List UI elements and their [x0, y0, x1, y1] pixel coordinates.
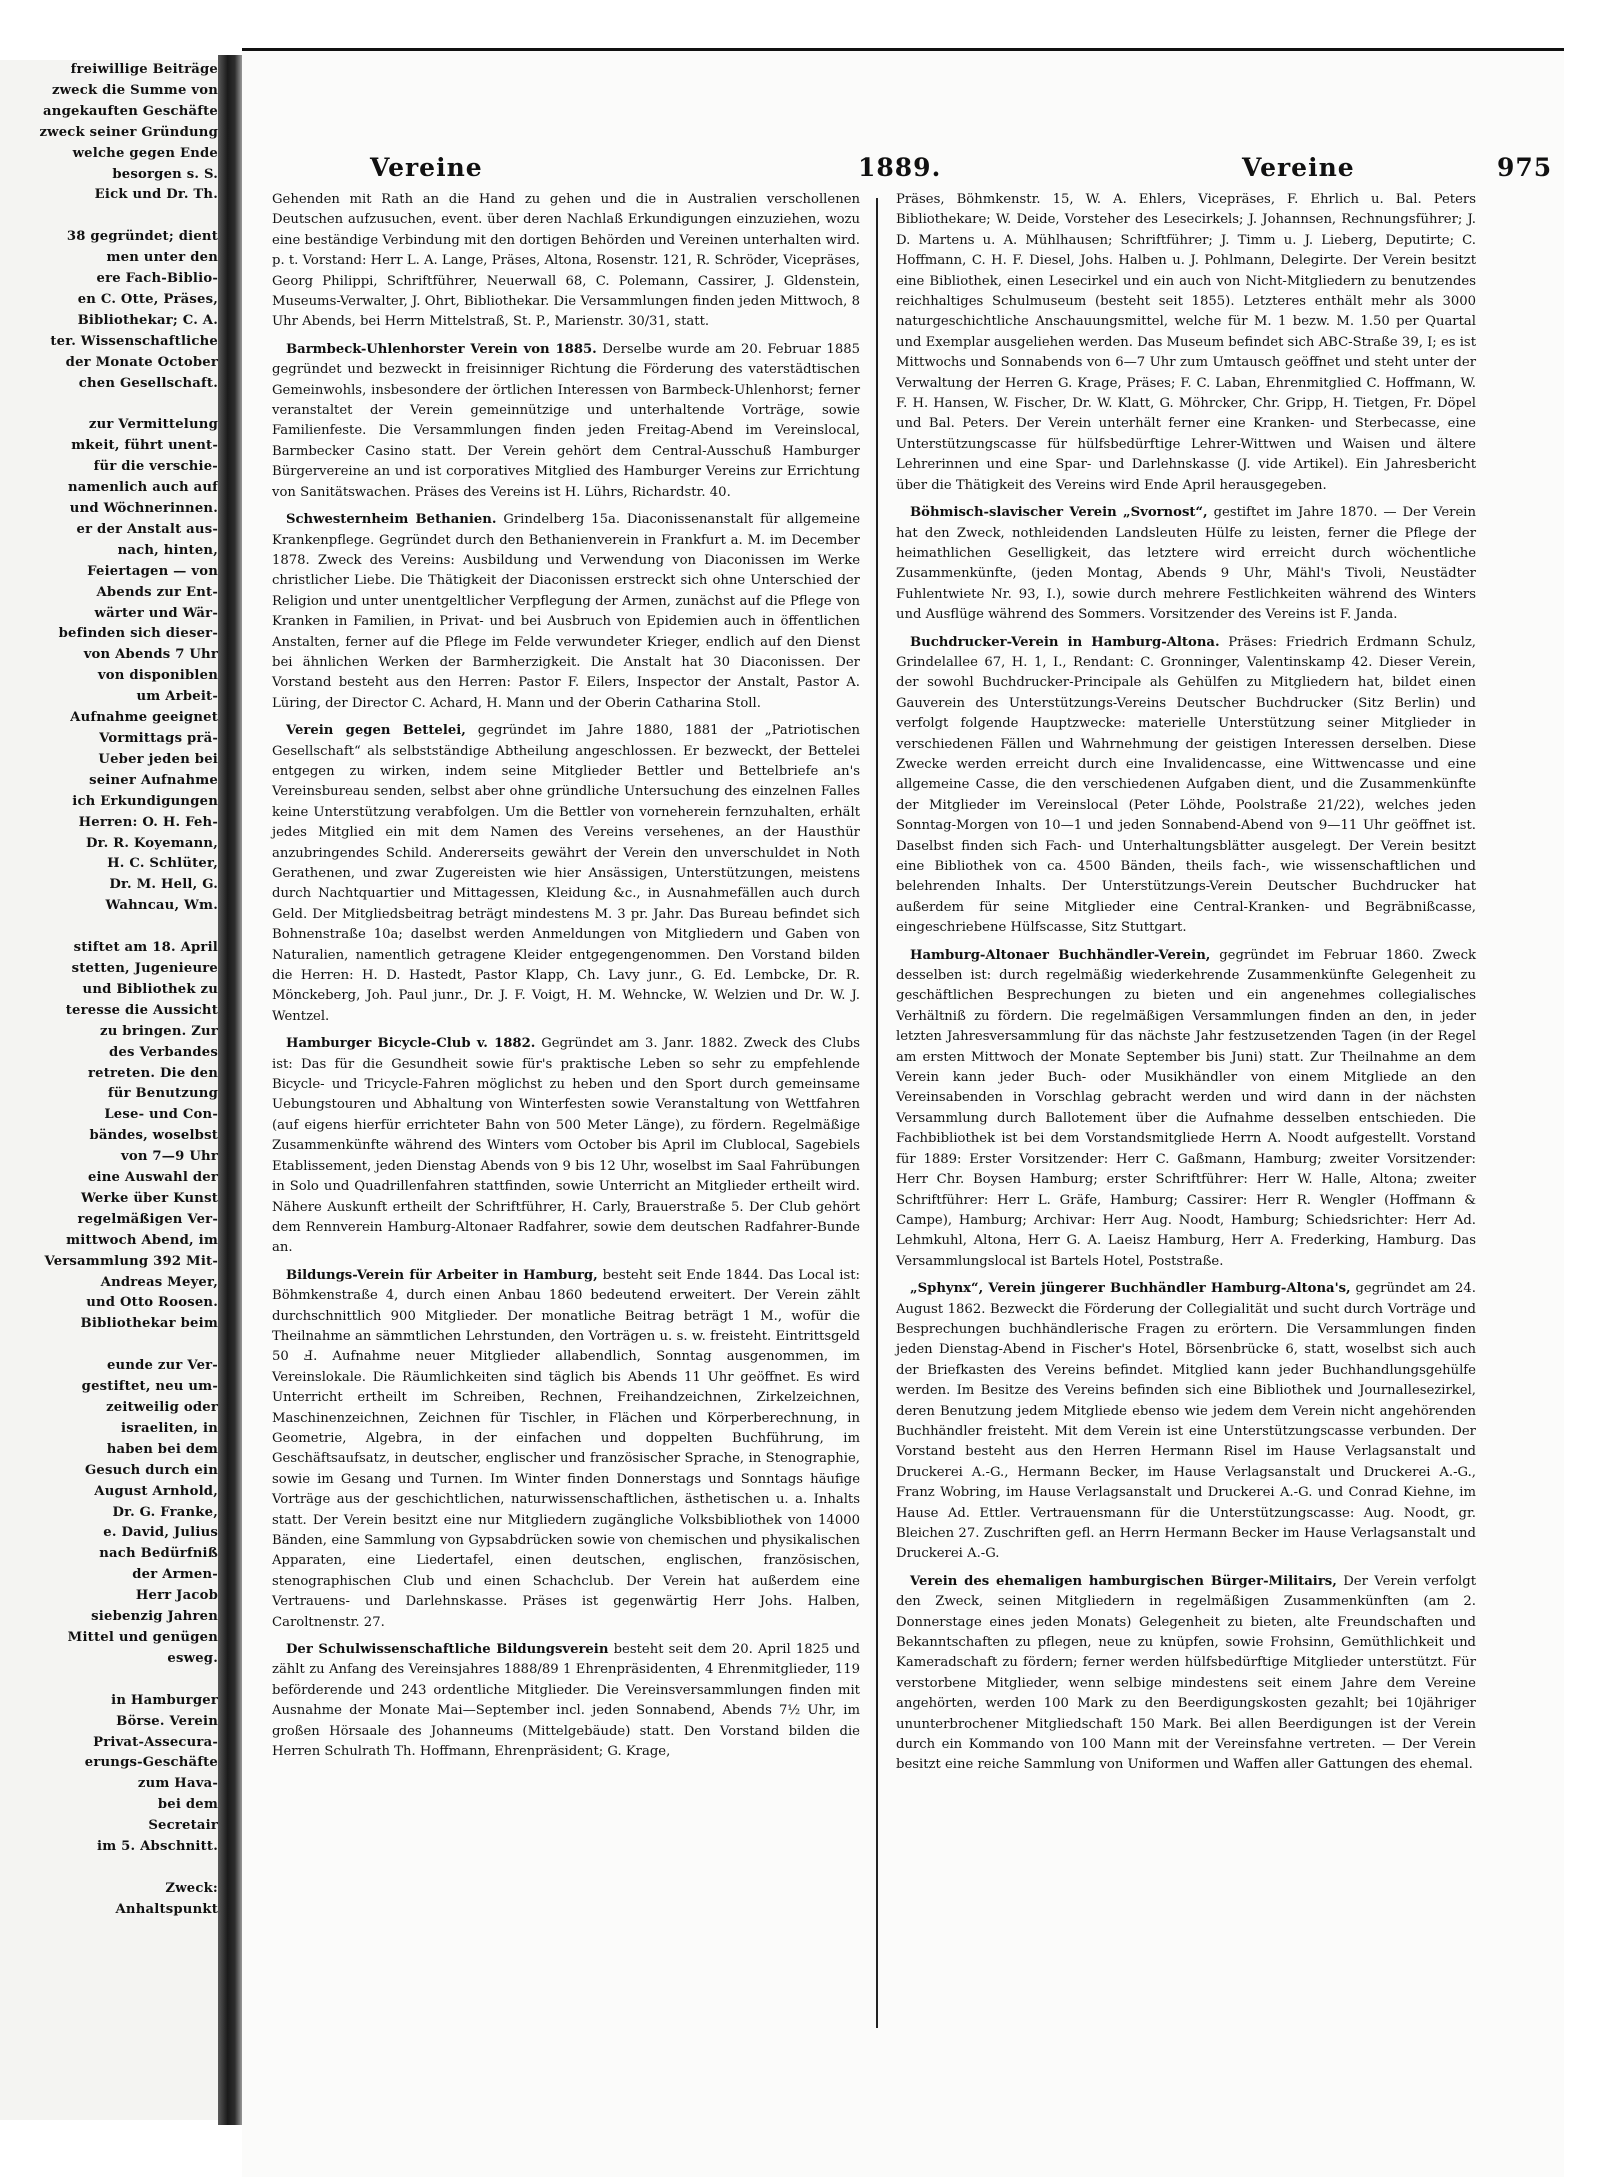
article-entry	[272, 1034, 860, 1258]
running-head-left: Vereine	[370, 153, 483, 182]
page-header	[242, 153, 1600, 193]
left-page-line: Aufnahme geeignet	[70, 710, 218, 726]
left-page-line: stiftet am 18. April	[73, 940, 218, 956]
left-page-line: eine Auswahl der	[87, 1170, 218, 1186]
left-page-line: wärter und Wär-	[94, 605, 218, 621]
left-page-line: Privat-Assecura-	[93, 1734, 218, 1750]
left-page-line: seiner Aufnahme	[89, 772, 218, 788]
left-page-line: und Otto Roosen.	[86, 1295, 218, 1311]
entry-heading: Der Schulwissenschaftliche Bildungsverein	[286, 1642, 609, 1658]
left-page-line: men unter den	[106, 250, 218, 266]
entry-body: Gehenden mit Rath an die Hand zu gehen und die in Australien verschollenen Deutschen aufzusuchen, event. über deren Nachlaß Erkundigungen einzuziehen, wozu eine beständige Verbindung mit den dortigen Behörden und Vereinen unterhalten wird. p. t. Vorstand: Herr L. A. Lange, Präses, Altona, Rosenstr. 121, R. Schröder, Vicepräses, Georg Philippi, Schriftführer, Neuerwall 68, C. Polemann, Cassirer, J. Gldenstein, Museums-Verwalter, J. Ohrt, Bibliothekar. Die Versammlungen finden jeden Mittwoch, 8 Uhr Abends, bei Herrn Mittelstraß, St. P., Marienstr. 30/31, statt.	[272, 192, 860, 330]
page-number: 975	[1497, 153, 1553, 182]
article-entry	[272, 721, 860, 1027]
left-page-line: von disponiblen	[97, 668, 218, 684]
entry-body: Gegründet am 3. Janr. 1882. Zweck des Clubs ist: Das für die Gesundheit sowie für's praktische Leben so sehr zu empfehlende Bicycle- und Tricycle-Fahren möglichst zu heben und den Sport durch gemeinsame Uebungstouren und Abhaltung von Winterfesten sowie Veranstaltung von Wettfahren (auf eigens hierfür errichteter Bahn von 500 Meter Länge), zu fördern. Regelmäßige Zusammenkünfte während des Winters vom October bis April im Clublocal, Sagebiels Etablissement, jeden Dienstag Abends von 9 bis 12 Uhr, woselbst im Saal Fahrübungen in Solo und Quadrillenfahren stattfinden, sowie Unterricht an Mitglieder ertheilt wird. Nähere Auskunft ertheilt der Schriftführer, H. Carly, Brauerstraße 5. Der Club gehört dem Rennverein Hamburg-Altonaer Radfahrer, sowie dem deutschen Radfahrer-Bunde an.	[272, 1036, 860, 1256]
left-page-line	[0, 1670, 218, 1691]
top-rule	[242, 48, 1600, 51]
left-page-line: zweck seiner Gründung	[39, 124, 218, 140]
left-page-line: August Arnhold,	[94, 1483, 218, 1499]
book-gutter	[218, 55, 242, 2125]
entry-body: Präses, Böhmkenstr. 15, W. A. Ehlers, Vicepräses, F. Ehrlich u. Bal. Peters Bibliothekare; W. Deide, Vorsteher des Lesecirkels; J. Johannsen, Rechnungsführer; J. D. Martens u. A. Mühlhausen; Schriftführer; J. Timm u. J. Lieberg, Deputirte; C. Hoffmann, C. H. F. Diesel, Johs. Halben u. J. Pohlmann, Delegirte. Der Verein besitzt eine Bibliothek, einen Lesecirkel und ein auch von Nicht-Mitgliedern zu benutzendes reichhaltiges Schulmuseum (besteht seit 1855). Letzteres enthält mehr als 3000 naturgeschichtliche Anschauungsmittel, welche für M. 1 bezw. M. 1.50 per Quartal und Exemplar ausgeliehen werden. Das Museum befindet sich ABC-Straße 39, I; es ist Mittwochs und Sonnabends von 6—7 Uhr zum Umtausch geöffnet und steht unter der Verwaltung der Herren G. Krage, Präses; F. C. Laban, Ehrenmitglied C. Hoffmann, W. F. H. Hansen, W. Fischer, Dr. W. Klatt, G. Möhrcker, Chr. Gripp, H. Tietgen, Fr. Döpel und Bal. Peters. Der Verein unterhält ferner eine Kranken- und Sterbecasse, eine Unterstützungscasse für hülfsbedürftige Lehrer-Wittwen und Waisen und ältere Lehrerinnen und eine Spar- und Darlehnskasse (J. vide Artikel). Ein Jahresbericht über die Thätigkeit des Vereins wird Ende April herausgegeben.	[896, 192, 1476, 493]
left-page-line: Mittel und genügen	[67, 1629, 218, 1645]
entry-body: besteht seit Ende 1844. Das Local ist: Böhmkenstraße 4, durch einen Anbau 1860 bedeutend erweitert. Der Verein zählt durchschnittlich 900 Mitglieder. Der monatliche Beitrag beträgt 1 M., wofür die Theilnahme an sämmtlichen Lehrstunden, den Vorträgen u. s. w. freisteht. Eintrittsgeld 50 Ⅎ. Aufnahme neuer Mitglieder allabendlich, Sonntag ausgenommen, im Vereinslokale. Die Räumlichkeiten sind täglich bis Abends 11 Uhr geöffnet. Es wird Unterricht ertheilt im Schreiben, Rechnen, Freihandzeichnen, Zirkelzeichnen, Maschinenzeichnen, Zeichnen für Tischler, in Flächen und Körperberechnung, in Geometrie, Algebra, in der einfachen und doppelten Buchführung, im Geschäftsaufsatz, in deutscher, englischer und französischer Sprache, in Stenographie, sowie im Gesang und Turnen. Im Winter finden Donnerstags und Sonntags häufige Vorträge aus der geschichtlichen, naturwissenschaftlichen, ästhetischen u. a. Inhalts statt. Der Verein besitzt eine nur Mitgliedern zugängliche Volksbibliothek von 14000 Bänden, eine Sammlung von Gypsabdrücken sowie von chemischen und physikalischen Apparaten, eine Liedertafel, einen deutschen, englischen, französischen, stenographischen Club und einen Schachclub. Der Verein hat außerdem eine Vertrauens- und Darlehnskasse. Präses ist gegenwärtig Herr Johs. Halben, Caroltnenstr. 27.	[272, 1267, 860, 1630]
left-page-line: welche gegen Ende	[72, 145, 218, 161]
left-page-line: gestiftet, neu um-	[81, 1379, 218, 1395]
article-entry	[272, 190, 860, 333]
left-page-line: freiwillige Beiträge	[70, 62, 218, 77]
left-page-line: zu bringen. Zur	[100, 1023, 218, 1039]
left-page-line: bei dem	[157, 1797, 218, 1813]
left-page-line	[0, 1335, 218, 1356]
article-entry	[272, 1266, 860, 1633]
entry-heading: Bildungs-Verein für Arbeiter in Hamburg,	[286, 1267, 598, 1283]
left-page-line: Abends zur Ent-	[96, 584, 218, 600]
left-page-line: zur Vermittelung	[88, 417, 218, 433]
left-page-line: esweg.	[167, 1650, 218, 1666]
left-page-line: im 5. Abschnitt.	[97, 1839, 218, 1855]
article-entry	[896, 1572, 1476, 1776]
left-page-line: Vormittags prä-	[99, 731, 218, 746]
left-page-line: mittwoch Abend, im	[66, 1232, 218, 1248]
left-page-line: H. C. Schlüter,	[107, 856, 218, 872]
left-page-line: chen Gesellschaft.	[78, 375, 218, 391]
entry-body: besteht seit dem 20. April 1825 und zählt zu Anfang des Vereinsjahres 1888/89 1 Ehrenpräsidenten, 4 Ehrenmitglieder, 119 beförderende und 243 ordentliche Mitglieder. Die Vereinsversammlungen finden mit Ausnahme der Monate Mai—September incl. jeden Sonnabend, Abends 7½ Uhr, im großen Hörsaale des Johanneums (Mittelgebäude) statt. Den Vorstand bilden die Herren Schulrath Th. Hoffmann, Ehrenpräsident; G. Krage,	[272, 1642, 861, 1760]
left-page-line: mkeit, führt unent-	[71, 438, 218, 454]
left-page-line	[0, 1858, 218, 1879]
left-page-line: Anhaltspunkt	[115, 1901, 218, 1917]
right-text-column	[896, 190, 1476, 1783]
entry-body: gegründet am 24. August 1862. Bezweckt die Förderung der Collegialität und sucht durch Vorträge und Besprechungen buchhändlerische Fragen zu erörtern. Die Versammlungen finden jeden Dienstag-Abend in Fischer's Hotel, Börsenbrücke 6, statt, woselbst sich auch der Briefkasten des Vereins befindet. Mitglied kann jeder Buchhandlungsgehülfe werden. Im Besitze des Vereins befinden sich eine Bibliothek und Journallesezirkel, deren Benutzung jedem Mitgliede ebenso wie jedem dem Verein nicht angehörenden Buchhändler freisteht. Mit dem Verein ist eine Unterstützungscasse verbunden. Der Vorstand besteht aus den Herren Hermann Risel im Hause Verlagsanstalt und Druckerei A.-G., Hermann Becker, im Hause Verlagsanstalt und Druckerei A.-G., Franz Wobring, im Hause Verlagsanstalt und Druckerei A.-G. und Conrad Kiehne, im Hause Ad. Ettler. Vertrauensmann für die Unterstützungscasse: Aug. Noodt, gr. Bleichen 27. Zuschriften gefl. an Herrn Hermann Becker im Hause Verlagsanstalt und Druckerei A.-G.	[896, 1281, 1476, 1562]
left-page-line: um Arbeit-	[136, 689, 218, 705]
left-page-line: und Bibliothek zu	[82, 981, 218, 997]
left-page-line: Dr. G. Franke,	[112, 1504, 218, 1520]
entry-heading: Barmbeck-Uhlenhorster Verein von 1885.	[286, 341, 597, 357]
left-page-line	[0, 395, 218, 416]
left-page-line	[0, 917, 218, 938]
left-page-line: 38 gegründet; dient	[66, 229, 218, 245]
article-entry	[896, 633, 1476, 939]
left-page-line: Andreas Meyer,	[100, 1274, 218, 1290]
left-page-line: Bibliothekar beim	[80, 1316, 218, 1332]
left-page-line: retreten. Die den	[87, 1065, 218, 1081]
left-page-line: siebenzig Jahren	[91, 1609, 218, 1625]
left-page-line: für die verschie-	[93, 459, 218, 475]
article-entry	[896, 190, 1476, 496]
left-page-line: namenlich auch auf	[67, 480, 218, 496]
left-page-line: für Benutzung	[107, 1086, 218, 1102]
left-page-line: zeitweilig oder	[106, 1400, 218, 1415]
running-head-right: Vereine	[1242, 153, 1355, 182]
entry-body: Präses: Friedrich Erdmann Schulz, Grindelallee 67, H. 1, I., Rendant: C. Gronninger, Valentinskamp 42. Dieser Verein, der sowohl Buchdrucker-Principale als Gehülfen zu Mitgliedern hat, bildet einen Gauverein des Unterstützungs-Vereins Deutscher Buchdrucker (Sitz Berlin) und verfolgt folgende Hauptzwecke: materielle Unterstützung seiner Mitglieder in verschiedenen Fällen und Wahrnehmung der geistigen Interessen derselben. Diese Zwecke werden erreicht durch eine Invalidencasse, eine Wittwencasse und eine allgemeine Casse, die den verschiedenen Aufgaben dient, und die Zusammenkünfte der Mitglieder im Vereinslocal (Peter Löhde, Poolstraße 21/22), welches jeden Sonntag-Morgen von 10—1 und jeden Sonnabend-Abend von 9—11 Uhr geöffnet ist. Daselbst finden sich Fach- und Unterhaltungsblätter ausgelegt. Der Verein besitzt eine Bibliothek von ca. 4500 Bänden, theils fach-, wie wissenschaftlichen und belehrenden Inhalts. Der Unterstützungs-Verein Deutscher Buchdrucker hat außerdem für seine Mitglieder eine Central-Kranken- und Begräbnißcasse, eingeschriebene Hülfscasse, Sitz Stuttgart.	[896, 634, 1476, 936]
left-page-line: und Wöchnerinnen.	[69, 501, 218, 517]
left-page-line: der Armen-	[132, 1567, 218, 1583]
left-page-line: Börse. Verein	[116, 1713, 218, 1729]
left-page-line: der Monate October	[65, 354, 218, 370]
left-page-line	[0, 206, 218, 227]
article-entry	[896, 946, 1476, 1273]
left-page-line: ter. Wissenschaftliche	[50, 333, 218, 349]
running-head-year: 1889.	[858, 153, 942, 182]
left-page-line: erungs-Geschäfte	[84, 1755, 218, 1771]
entry-body: Der Verein verfolgt den Zweck, seinen Mitgliedern in regelmäßigen Zusammenkünften (am 2. Donnerstage eines jeden Monats) Gelegenheit zu bieten, alte Freundschaften und Bekanntschaften zu pflegen, neue zu knüpfen, sowie Frohsinn, Gemüthlichkeit und Kameradschaft zu fördern; ferner werden hülfsbedürftige Mitglieder unterstützt. Für verstorbene Mitglieder, wenn selbige mindestens seit einem Jahre dem Vereine angehörten, werden 100 Mark zu den Beerdigungskosten gezahlt; bei 10jähriger ununterbrochener Mitgliedschaft 150 Mark. Bei allen Beerdigungen ist der Verein durch ein Kommando von 100 Mann mit der Vereinsfahne vertreten. — Der Verein besitzt eine reiche Sammlung von Uniformen und Waffen aller Gattungen des ehemal.	[896, 1573, 1476, 1773]
left-page-fragment	[0, 60, 218, 2120]
left-page-line: zum Hava-	[137, 1776, 218, 1792]
left-page-line: von Abends 7 Uhr	[83, 647, 218, 663]
left-page-line: regelmäßigen Ver-	[77, 1211, 218, 1227]
left-page-line: ich Erkundigungen	[72, 793, 218, 809]
left-page-line: Bibliothekar; C. A.	[77, 312, 218, 328]
left-page-line: e. David, Julius	[103, 1525, 218, 1541]
left-page-line: Versammlung 392 Mit-	[44, 1253, 218, 1269]
right-page	[242, 48, 1600, 2177]
left-page-line: Ueber jeden bei	[98, 751, 218, 767]
left-page-line: Herren: O. H. Feh-	[78, 814, 218, 830]
entry-body: Derselbe wurde am 20. Februar 1885 gegründet und bezweckt in freisinniger Richtung die Förderung des vaterstädtischen Gemeinwohls, insbesondere der örtlichen Interessen von Barmbeck-Uhlenhorst; ferner veranstaltet der Verein gemeinnützige und unterhaltende Vorträge, sowie Familienfeste. Die Versammlungen finden jeden Freitag-Abend im Vereinslocal, Barmbecker Casino statt. Der Verein gehört dem Central-Ausschuß Hamburger Bürgervereine an und ist corporatives Mitglied des Hamburger Vereins zur Errichtung von Sanitätswachen. Präses des Vereins ist H. Lührs, Richardstr. 40.	[272, 341, 860, 500]
left-page-line: zweck die Summe von	[51, 82, 218, 98]
left-page-line: Secretair	[148, 1818, 218, 1834]
left-page-line: ere Fach-Biblio-	[96, 271, 218, 287]
left-page-line: von 7—9 Uhr	[120, 1149, 218, 1165]
left-page-line: israeliten, in	[121, 1420, 218, 1436]
entry-heading: Verein des ehemaligen hamburgischen Bürger-Militairs,	[910, 1573, 1337, 1589]
article-entry	[272, 340, 860, 503]
left-page-line: Eick und Dr. Th.	[94, 187, 218, 203]
page-edge	[1564, 48, 1600, 2177]
left-page-line: angekauften Geschäfte	[43, 103, 218, 119]
left-page-line: Dr. M. Hell, G.	[109, 877, 218, 893]
left-page-line: nach Bedürfniß	[99, 1546, 218, 1562]
left-text-column	[272, 190, 860, 1769]
entry-heading: „Sphynx“, Verein jüngerer Buchhändler Hamburg-Altona's,	[910, 1281, 1351, 1297]
left-page-line: haben bei dem	[106, 1441, 218, 1457]
left-page-line: Lese- und Con-	[104, 1107, 218, 1123]
left-page-line: Feiertagen — von	[87, 563, 218, 579]
left-page-line: teresse die Aussicht	[65, 1002, 218, 1018]
left-page-line: Werke über Kunst	[81, 1190, 218, 1206]
entry-heading: Schwesternheim Bethanien.	[286, 512, 497, 528]
left-page-line: stetten, Jugenieure	[71, 960, 218, 976]
left-page-line: Zweck:	[165, 1880, 218, 1896]
article-entry	[272, 510, 860, 714]
left-page-text	[0, 60, 218, 1921]
left-page-line: in Hamburger	[111, 1692, 218, 1708]
entry-body: gegründet im Februar 1860. Zweck desselben ist: durch regelmäßig wiederkehrende Zusammenkünfte Gelegenheit zu geschäftlichen Besprechungen zu bieten und ein angenehmes collegialisches Verhältniß zu fördern. Die regelmäßigen Versammlungen finden an den, in jeder letzten Jahresversammlung für das nächste Jahr festzusetzenden Tagen (in der Regel am ersten Mittwoch der Monate September bis Juni) statt. Zur Theilnahme an dem Verein kann jeder Buch- oder Musikhändler von einem Mitgliede an den Vereinsabenden in Vorschlag gebracht werden und wird dann in der nächsten Versammlung durch Ballotement über die Aufnahme desselben entschieden. Die Fachbibliothek ist bei dem Vorstandsmitgliede Herrn A. Noodt aufgestellt. Vorstand für 1889: Erster Vorsitzender: Herr C. Gaßmann, Hamburg; zweiter Vorsitzender: Herr Chr. Boysen Hamburg; erster Schriftführer: Herr W. Halle, Altona; zweiter Schriftführer: Herr L. Gräfe, Hamburg; Cassirer: Herr R. Wengler (Hoffmann & Campe), Hamburg; Archivar: Herr Aug. Noodt, Hamburg; Schiedsrichter: Herr Ad. Lehmkuhl, Altona, Herr G. A. Laeisz Hamburg, Herr A. Frederking, Hamburg. Das Versammlungslocal ist Bartels Hotel, Poststraße.	[896, 947, 1476, 1269]
left-page-line: en C. Otte, Präses,	[77, 291, 218, 307]
entry-heading: Hamburger Bicycle-Club v. 1882.	[286, 1036, 536, 1052]
article-entry	[896, 1279, 1476, 1565]
entry-heading: Böhmisch-slavischer Verein „Svornost“,	[910, 505, 1208, 521]
left-page-line: Dr. R. Koyemann,	[86, 835, 218, 851]
entry-heading: Hamburg-Altonaer Buchhändler-Verein,	[910, 947, 1211, 963]
left-page-line: Wahncau, Wm.	[105, 898, 218, 914]
left-page-line: er der Anstalt aus-	[76, 521, 218, 537]
article-entry	[896, 503, 1476, 625]
left-page-line: eunde zur Ver-	[106, 1358, 218, 1374]
left-page-line: Herr Jacob	[135, 1588, 218, 1604]
left-page-line: befinden sich dieser-	[58, 626, 218, 642]
left-page-line: des Verbandes	[109, 1044, 218, 1060]
entry-heading: Verein gegen Bettelei,	[286, 723, 466, 739]
entry-body: Grindelberg 15a. Diaconissenanstalt für allgemeine Krankenpflege. Gegründet durch den Bethanienverein in Frankfurt a. M. im December 1878. Zweck des Vereins: Ausbildung und Verwendung von Diaconissen im Werke christlicher Liebe. Die Thätigkeit der Diaconissen erstreckt sich ohne Unterschied der Religion und unter unentgeltlicher Verpflegung der Armen, zunächst auf die Pflege von Kranken in Familien, in Privat- und bei Ausbruch von Epidemien auch in öffentlichen Anstalten, ferner auf die Pflege im Felde verwundeter Krieger, endlich auf den Dienst bei ähnlichen Werken der Barmherzigkeit. Die Anstalt hat 30 Diaconissen. Der Vorstand besteht aus den Herren: Pastor F. Eilers, Inspector der Anstalt, Pastor A. Lüring, der Director C. Achard, H. Mann und der Oberin Catharina Stoll.	[272, 512, 860, 711]
left-page-line: bändes, woselbst	[89, 1128, 218, 1144]
article-entry	[272, 1640, 860, 1762]
entry-body: gestiftet im Jahre 1870. — Der Verein hat den Zweck, nothleidenden Landsleuten Hülfe zu leisten, ferner die Pflege der heimathlichen Geselligkeit, das letztere wird erreicht durch wöchentliche Zusammenkünfte, (jeden Montag, Abends 9 Uhr, Mähl's Tivoli, Neustädter Fuhlentwiete Nr. 93, I.), sowie durch mehrere Festlichkeiten während des Winters und Ausflüge während des Sommers. Vorsitzender des Vereins ist F. Janda.	[896, 505, 1476, 623]
entry-body: gegründet im Jahre 1880, 1881 der „Patriotischen Gesellschaft“ als selbstständige Abtheilung angeschlossen. Er bezweckt, der Bettelei entgegen zu wirken, indem seine Mitglieder Bettler und Bettelbriefe an's Vereinsbureau senden, selbst aber ohne gründliche Untersuchung des einzelnen Falles keine Unterstützung verabfolgen. Um die Bettler von vorneherein fernzuhalten, erhält jedes Mitglied ein mit dem Namen des Vereins versehenes, an der Hausthür anzubringendes Schild. Andererseits gewährt der Verein den unverschuldet in Noth Gerathenen, und zwar Zugereisten wie hier Ansässigen, Unterstützungen, meistens durch Nachtquartier und Mittagessen, Kleidung &c., in Ausnahmefällen auch durch Geld. Der Mitgliedsbeitrag beträgt mindestens M. 3 pr. Jahr. Das Bureau befindet sich Bohnenstraße 10a; daselbst werden Anmeldungen von Mitgliedern und Gaben von Naturalien, namentlich getragene Kleider entgegengenommen. Den Vorstand bilden die Herren: H. D. Hastedt, Pastor Klapp, Ch. Lavy junr., G. Ed. Lembcke, Dr. R. Mönckeberg, Joh. Paul junr., Dr. J. F. Voigt, H. M. Wehncke, W. Welzien und Dr. W. J. Wentzel.	[272, 723, 861, 1024]
column-divider	[876, 198, 878, 2028]
left-page-line: nach, hinten,	[117, 542, 218, 558]
left-page-line: besorgen s. S.	[112, 166, 218, 182]
entry-heading: Buchdrucker-Verein in Hamburg-Altona.	[910, 634, 1220, 650]
left-page-line: Gesuch durch ein	[84, 1462, 218, 1478]
